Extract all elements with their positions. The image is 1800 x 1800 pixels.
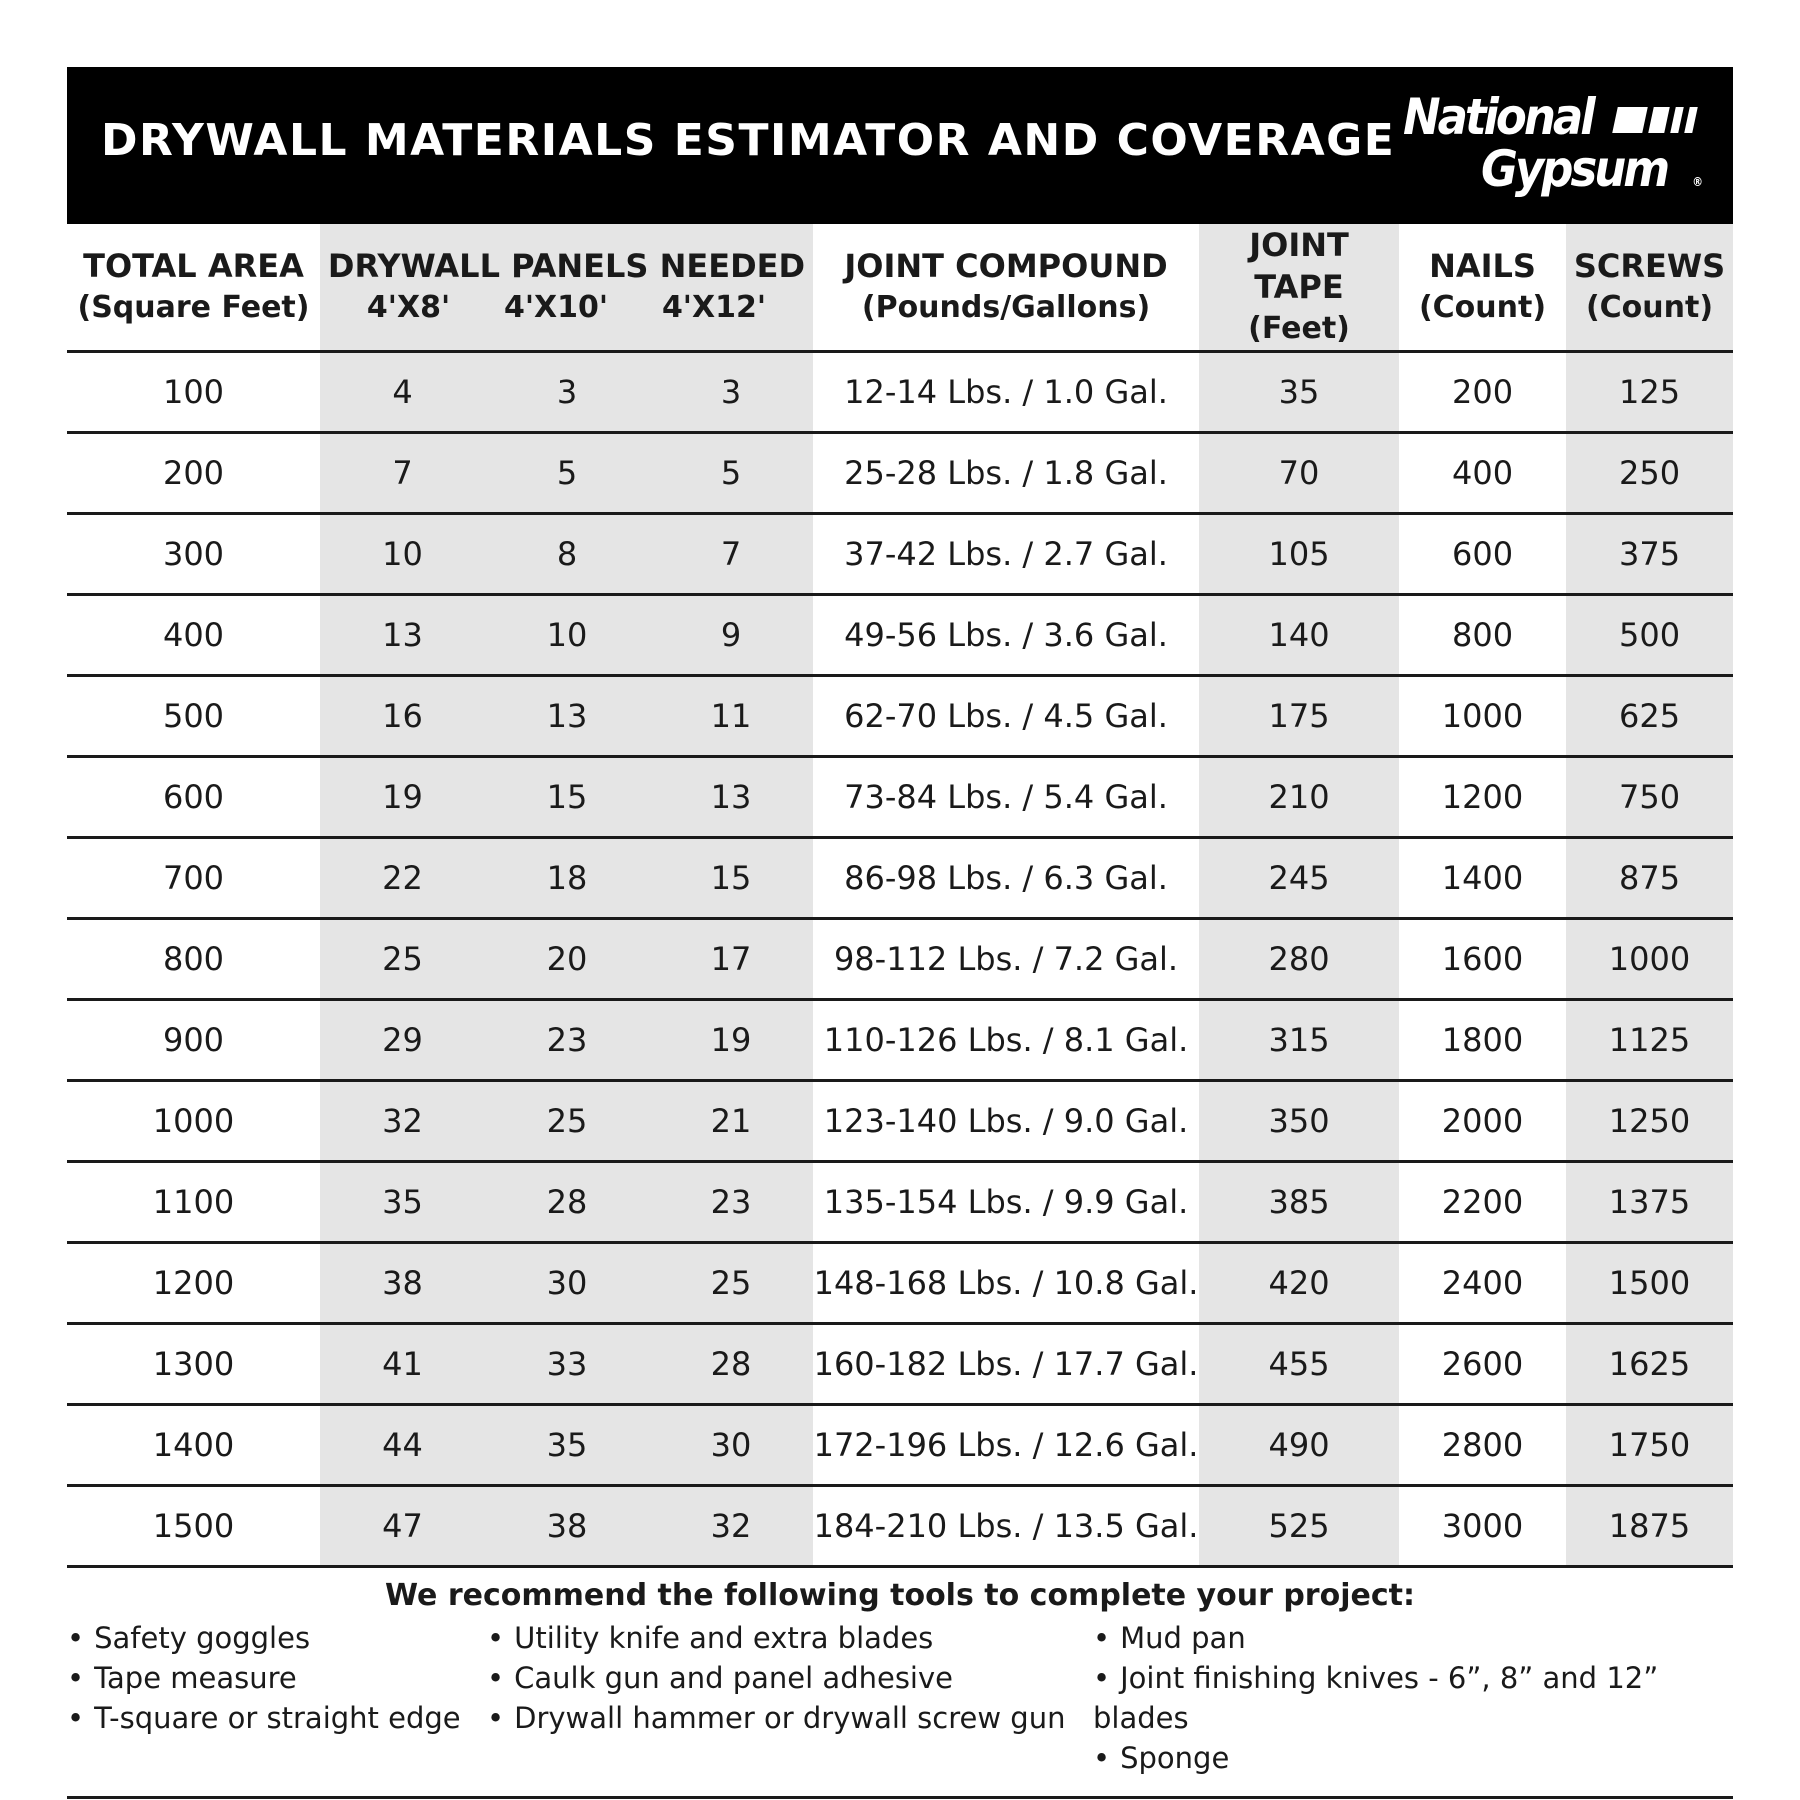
cell-panels-4x10: 23: [485, 1000, 649, 1081]
table-row: [67, 838, 1733, 919]
tool-item: • Drywall hammer or drywall screw gun: [487, 1698, 1093, 1738]
cell-nails: 1400: [1399, 838, 1566, 919]
cell-total-area: 300: [67, 514, 320, 595]
cell-panels-4x8: 35: [320, 1162, 485, 1243]
cell-joint-tape: 455: [1199, 1324, 1399, 1405]
table-row: [67, 1243, 1733, 1324]
cell-nails: 2600: [1399, 1324, 1566, 1405]
table-row: [67, 352, 1733, 433]
cell-panels-4x8: 32: [320, 1081, 485, 1162]
cell-panels-4x8: 44: [320, 1405, 485, 1486]
table-row: [67, 757, 1733, 838]
cell-panels-4x12: 11: [649, 676, 813, 757]
header-screws: SCREWS (Count): [1566, 224, 1733, 352]
cell-joint-tape: 210: [1199, 757, 1399, 838]
cell-joint-compound: 110-126 Lbs. / 8.1 Gal.: [813, 1000, 1199, 1081]
table-row: [67, 1000, 1733, 1081]
table-row: [67, 676, 1733, 757]
header-row: [67, 224, 1733, 352]
cell-panels-4x8: 19: [320, 757, 485, 838]
table-row: [67, 1486, 1733, 1567]
tools-column-1: [67, 1618, 487, 1778]
table-row: [67, 433, 1733, 514]
cell-nails: 1600: [1399, 919, 1566, 1000]
cell-joint-tape: 525: [1199, 1486, 1399, 1567]
tool-item: • Mud pan: [1093, 1618, 1733, 1658]
tool-item: • Caulk gun and panel adhesive: [487, 1658, 1093, 1698]
tool-item: • Utility knife and extra blades: [487, 1618, 1093, 1658]
cell-panels-4x8: 38: [320, 1243, 485, 1324]
cell-joint-compound: 148-168 Lbs. / 10.8 Gal.: [813, 1243, 1199, 1324]
header-panel-4x10: 4'X10': [503, 290, 609, 325]
cell-panels-4x12: 21: [649, 1081, 813, 1162]
logo-text-national: National: [1403, 88, 1593, 146]
header-joint-tape: JOINT TAPE (Feet): [1199, 224, 1399, 352]
table-row: [67, 1324, 1733, 1405]
table-row: [67, 1405, 1733, 1486]
cell-screws: 1750: [1566, 1405, 1733, 1486]
header-panel-4x12: 4'X12': [661, 290, 767, 325]
tools-list: [67, 1618, 1733, 1778]
cell-total-area: 200: [67, 433, 320, 514]
cell-panels-4x10: 13: [485, 676, 649, 757]
header-nails: NAILS (Count): [1399, 224, 1566, 352]
cell-joint-tape: 490: [1199, 1405, 1399, 1486]
bottom-rule: [67, 1796, 1733, 1799]
title-banner: [67, 67, 1733, 224]
cell-panels-4x8: 47: [320, 1486, 485, 1567]
cell-panels-4x12: 3: [649, 352, 813, 433]
cell-total-area: 1000: [67, 1081, 320, 1162]
cell-panels-4x12: 5: [649, 433, 813, 514]
cell-joint-compound: 184-210 Lbs. / 13.5 Gal.: [813, 1486, 1199, 1567]
cell-total-area: 500: [67, 676, 320, 757]
cell-joint-tape: 385: [1199, 1162, 1399, 1243]
cell-total-area: 400: [67, 595, 320, 676]
cell-panels-4x8: 10: [320, 514, 485, 595]
cell-panels-4x8: 29: [320, 1000, 485, 1081]
cell-joint-compound: 135-154 Lbs. / 9.9 Gal.: [813, 1162, 1199, 1243]
cell-screws: 375: [1566, 514, 1733, 595]
cell-total-area: 1300: [67, 1324, 320, 1405]
national-gypsum-logo: [1403, 89, 1703, 204]
header-total-area: TOTAL AREA (Square Feet): [67, 224, 320, 352]
cell-total-area: 900: [67, 1000, 320, 1081]
cell-joint-tape: 280: [1199, 919, 1399, 1000]
cell-joint-compound: 49-56 Lbs. / 3.6 Gal.: [813, 595, 1199, 676]
cell-panels-4x8: 41: [320, 1324, 485, 1405]
cell-panels-4x10: 33: [485, 1324, 649, 1405]
cell-nails: 600: [1399, 514, 1566, 595]
cell-total-area: 800: [67, 919, 320, 1000]
cell-screws: 750: [1566, 757, 1733, 838]
cell-panels-4x8: 25: [320, 919, 485, 1000]
tools-heading: We recommend the following tools to complete your project:: [385, 1578, 1415, 1613]
cell-joint-compound: 25-28 Lbs. / 1.8 Gal.: [813, 433, 1199, 514]
cell-joint-compound: 73-84 Lbs. / 5.4 Gal.: [813, 757, 1199, 838]
table-row: [67, 595, 1733, 676]
cell-panels-4x12: 17: [649, 919, 813, 1000]
cell-joint-tape: 35: [1199, 352, 1399, 433]
cell-nails: 2000: [1399, 1081, 1566, 1162]
tool-item: • T-square or straight edge: [67, 1698, 487, 1738]
cell-panels-4x8: 22: [320, 838, 485, 919]
cell-nails: 3000: [1399, 1486, 1566, 1567]
tool-item: • Joint finishing knives - 6”, 8” and 12” blades: [1093, 1658, 1733, 1738]
cell-panels-4x10: 3: [485, 352, 649, 433]
cell-screws: 1625: [1566, 1324, 1733, 1405]
cell-screws: 250: [1566, 433, 1733, 514]
logo-text-gypsum: Gypsum: [1481, 140, 1668, 198]
table-row: [67, 919, 1733, 1000]
table-row: [67, 1081, 1733, 1162]
logo-bars-icon: [1615, 107, 1695, 133]
cell-screws: 500: [1566, 595, 1733, 676]
registered-mark: ®: [1692, 175, 1703, 189]
cell-joint-compound: 86-98 Lbs. / 6.3 Gal.: [813, 838, 1199, 919]
cell-panels-4x8: 7: [320, 433, 485, 514]
table-row: [67, 514, 1733, 595]
cell-joint-compound: 172-196 Lbs. / 12.6 Gal.: [813, 1405, 1199, 1486]
cell-panels-4x10: 5: [485, 433, 649, 514]
cell-total-area: 600: [67, 757, 320, 838]
table-row: [67, 1162, 1733, 1243]
cell-nails: 1000: [1399, 676, 1566, 757]
cell-total-area: 1400: [67, 1405, 320, 1486]
header-panels-needed: DRYWALL PANELS NEEDED 4'X8' 4'X10' 4'X12': [320, 224, 813, 352]
cell-panels-4x10: 15: [485, 757, 649, 838]
cell-screws: 1000: [1566, 919, 1733, 1000]
cell-panels-4x10: 35: [485, 1405, 649, 1486]
cell-joint-compound: 12-14 Lbs. / 1.0 Gal.: [813, 352, 1199, 433]
cell-panels-4x10: 18: [485, 838, 649, 919]
cell-screws: 875: [1566, 838, 1733, 919]
page-title: DRYWALL MATERIALS ESTIMATOR AND COVERAGE: [101, 115, 1396, 166]
cell-panels-4x12: 32: [649, 1486, 813, 1567]
cell-panels-4x10: 10: [485, 595, 649, 676]
cell-panels-4x12: 15: [649, 838, 813, 919]
cell-joint-tape: 420: [1199, 1243, 1399, 1324]
cell-panels-4x12: 30: [649, 1405, 813, 1486]
cell-panels-4x10: 30: [485, 1243, 649, 1324]
cell-panels-4x8: 16: [320, 676, 485, 757]
cell-panels-4x12: 25: [649, 1243, 813, 1324]
cell-total-area: 1100: [67, 1162, 320, 1243]
cell-nails: 2400: [1399, 1243, 1566, 1324]
cell-total-area: 1500: [67, 1486, 320, 1567]
cell-joint-tape: 315: [1199, 1000, 1399, 1081]
cell-nails: 200: [1399, 352, 1566, 433]
cell-nails: 400: [1399, 433, 1566, 514]
cell-screws: 1250: [1566, 1081, 1733, 1162]
header-joint-compound: JOINT COMPOUND (Pounds/Gallons): [813, 224, 1199, 352]
cell-nails: 2200: [1399, 1162, 1566, 1243]
cell-panels-4x12: 13: [649, 757, 813, 838]
cell-panels-4x10: 28: [485, 1162, 649, 1243]
cell-nails: 2800: [1399, 1405, 1566, 1486]
cell-panels-4x8: 13: [320, 595, 485, 676]
cell-joint-tape: 245: [1199, 838, 1399, 919]
cell-total-area: 1200: [67, 1243, 320, 1324]
cell-joint-compound: 37-42 Lbs. / 2.7 Gal.: [813, 514, 1199, 595]
cell-panels-4x10: 38: [485, 1486, 649, 1567]
estimator-sheet: [67, 67, 1733, 1799]
header-panel-4x8: 4'X8': [366, 290, 451, 325]
tool-item: • Tape measure: [67, 1658, 487, 1698]
cell-panels-4x12: 9: [649, 595, 813, 676]
cell-screws: 125: [1566, 352, 1733, 433]
cell-joint-tape: 175: [1199, 676, 1399, 757]
cell-panels-4x10: 8: [485, 514, 649, 595]
cell-joint-compound: 160-182 Lbs. / 17.7 Gal.: [813, 1324, 1199, 1405]
cell-panels-4x12: 19: [649, 1000, 813, 1081]
cell-panels-4x12: 23: [649, 1162, 813, 1243]
tool-item: • Safety goggles: [67, 1618, 487, 1658]
cell-total-area: 100: [67, 352, 320, 433]
tools-column-2: [487, 1618, 1093, 1778]
estimator-table: [67, 224, 1733, 1568]
cell-joint-compound: 98-112 Lbs. / 7.2 Gal.: [813, 919, 1199, 1000]
cell-joint-tape: 105: [1199, 514, 1399, 595]
cell-screws: 1375: [1566, 1162, 1733, 1243]
tools-column-3: [1093, 1618, 1733, 1778]
cell-nails: 1800: [1399, 1000, 1566, 1081]
cell-joint-tape: 350: [1199, 1081, 1399, 1162]
tool-item: • Sponge: [1093, 1738, 1733, 1778]
cell-joint-compound: 123-140 Lbs. / 9.0 Gal.: [813, 1081, 1199, 1162]
cell-joint-compound: 62-70 Lbs. / 4.5 Gal.: [813, 676, 1199, 757]
cell-screws: 1500: [1566, 1243, 1733, 1324]
cell-panels-4x8: 4: [320, 352, 485, 433]
cell-total-area: 700: [67, 838, 320, 919]
cell-nails: 1200: [1399, 757, 1566, 838]
cell-screws: 1875: [1566, 1486, 1733, 1567]
cell-panels-4x12: 28: [649, 1324, 813, 1405]
cell-joint-tape: 140: [1199, 595, 1399, 676]
cell-panels-4x10: 20: [485, 919, 649, 1000]
cell-panels-4x10: 25: [485, 1081, 649, 1162]
cell-nails: 800: [1399, 595, 1566, 676]
cell-screws: 1125: [1566, 1000, 1733, 1081]
cell-joint-tape: 70: [1199, 433, 1399, 514]
cell-screws: 625: [1566, 676, 1733, 757]
cell-panels-4x12: 7: [649, 514, 813, 595]
